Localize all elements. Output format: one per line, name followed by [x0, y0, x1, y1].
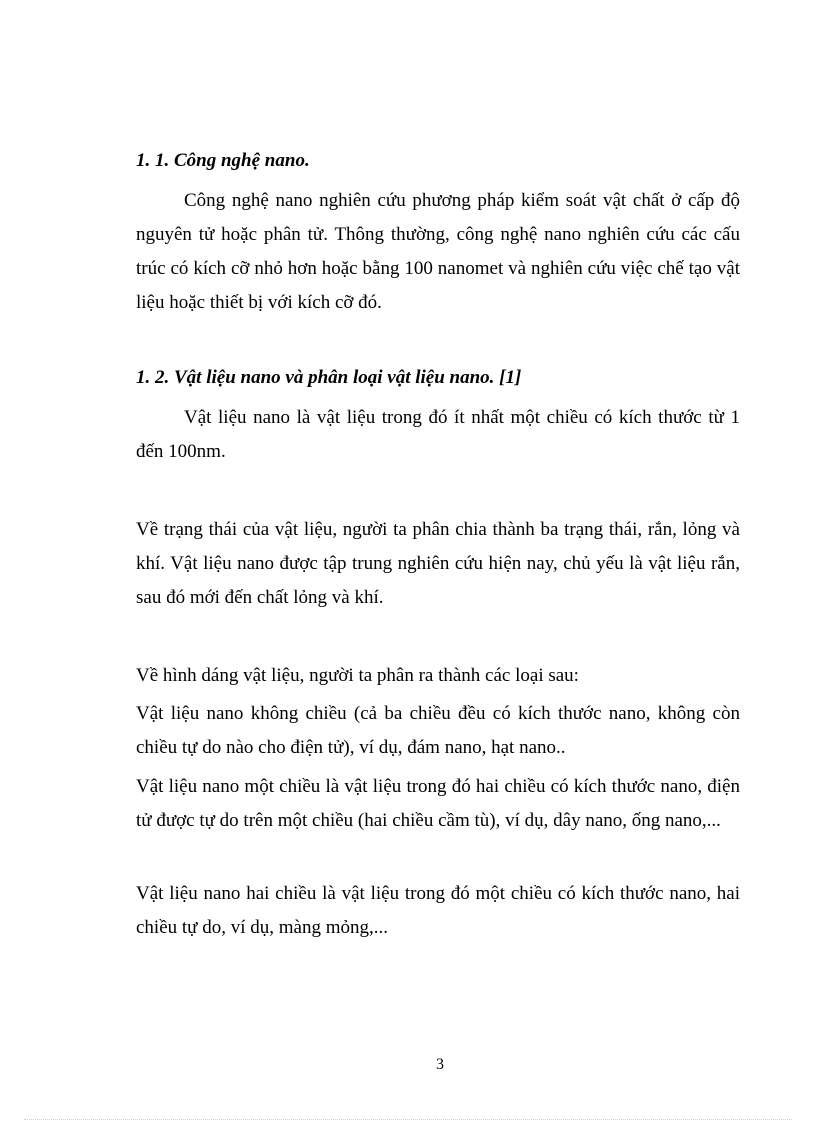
section-1-1-paragraph: Công nghệ nano nghiên cứu phương pháp kiểm soát vật chất ở cấp độ nguyên tử hoặc phân tử. Thông thường, công nghệ nano nghiên cứu các cấu trúc có kích cỡ nhỏ hơn hoặc bằng 100 nanomet và nghiên cứu việc chế tạo vật liệu hoặc thiết bị với kích cỡ đó. — [136, 190, 740, 313]
shape-intro: Về hình dáng vật liệu, người ta phân ra thành các loại sau: — [136, 665, 579, 686]
shape-item-zero-dimension: Vật liệu nano không chiều (cả ba chiều đều có kích thước nano, không còn chiều tự do nào cho điện tử), ví dụ, đám nano, hạt nano.. — [136, 703, 740, 758]
shape-item-one-dimension: Vật liệu nano một chiều là vật liệu trong đó hai chiều có kích thước nano, điện tử được tự do trên một chiều (hai chiều cầm tù), ví dụ, dây nano, ống nano,... — [136, 776, 740, 831]
page-number: 3 — [436, 1056, 444, 1073]
section-1-2-heading: 1. 2. Vật liệu nano và phân loại vật liệu nano. [1] — [136, 367, 522, 388]
definition-paragraph: Vật liệu nano là vật liệu trong đó ít nhất một chiều có kích thước từ 1 đến 100nm. — [136, 407, 740, 462]
footer-divider — [24, 1119, 792, 1120]
shape-item-two-dimension: Vật liệu nano hai chiều là vật liệu trong đó một chiều có kích thước nano, hai chiều tự do, ví dụ, màng mỏng,... — [136, 883, 740, 938]
state-paragraph: Về trạng thái của vật liệu, người ta phân chia thành ba trạng thái, rắn, lỏng và khí. Vật liệu nano được tập trung nghiên cứu hiện nay, chủ yếu là vật liệu rắn, sau đó mới đến chất lỏng và khí. — [136, 519, 740, 608]
section-1-1-heading: 1. 1. Công nghệ nano. — [136, 150, 310, 171]
